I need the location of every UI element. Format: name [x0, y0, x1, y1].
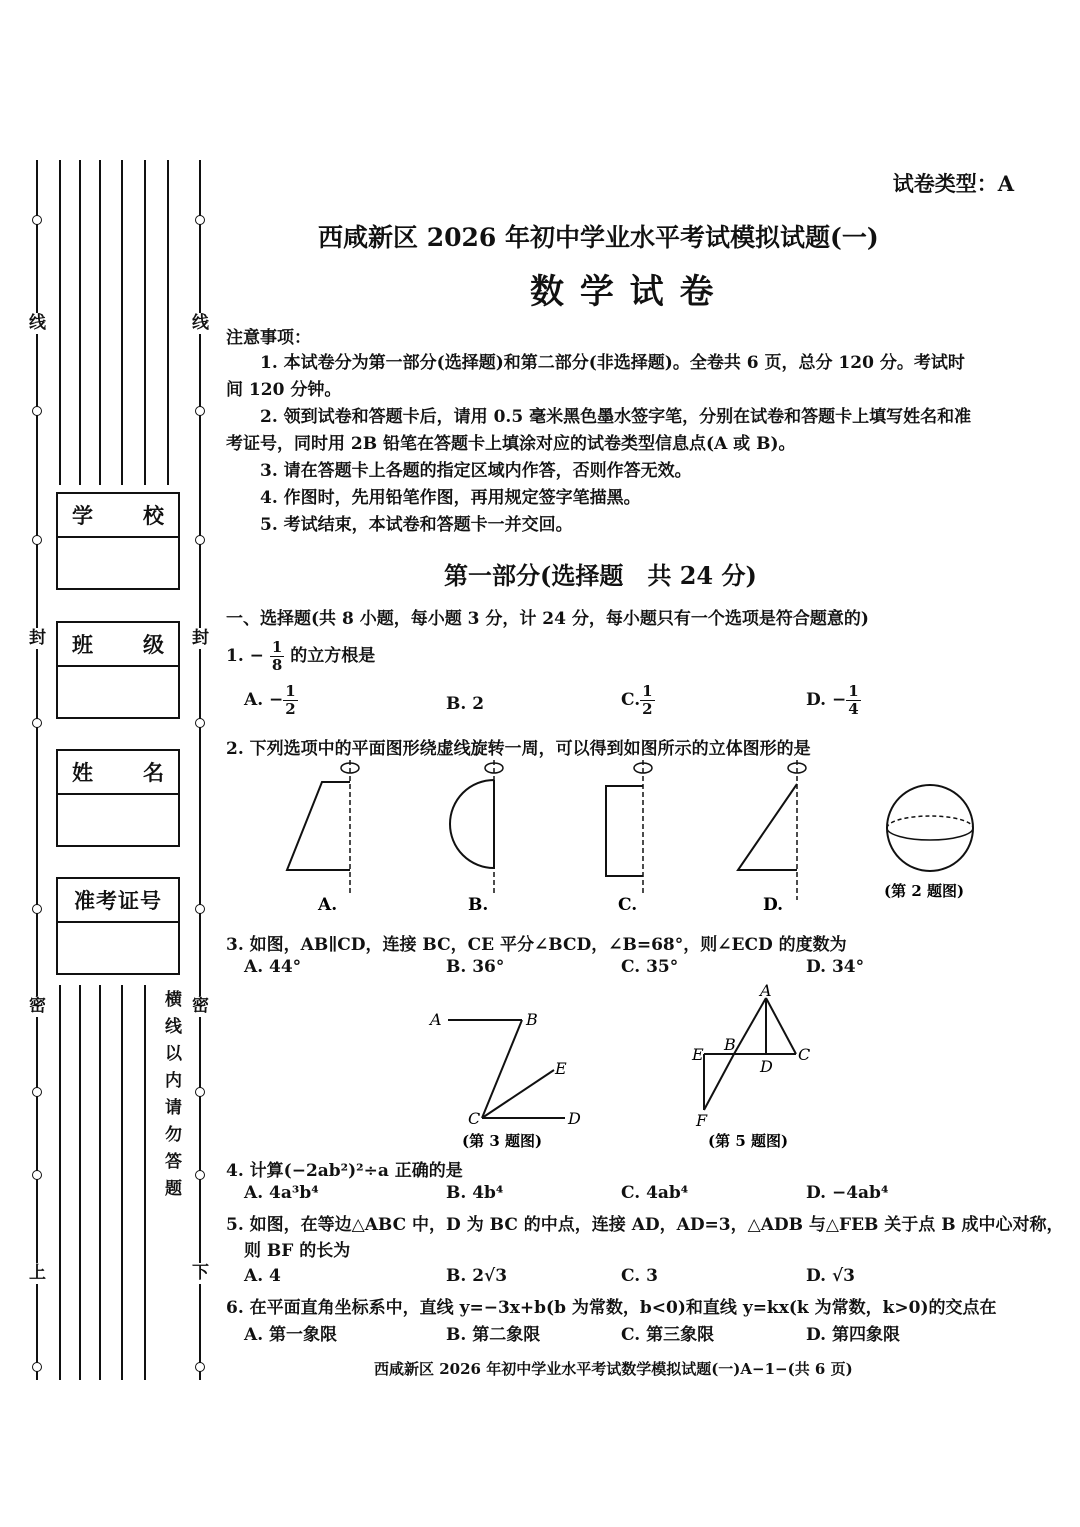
- q5-point-b: B: [724, 1035, 736, 1054]
- q2-label-d: D.: [763, 895, 784, 915]
- q4-option-a[interactable]: A. 4a³b⁴: [244, 1183, 319, 1203]
- binding-char-right: 下: [192, 1263, 209, 1283]
- binding-ring: [195, 1087, 205, 1097]
- binding-char-right: 密: [192, 996, 209, 1016]
- exam-id-field: 准考证号: [56, 877, 180, 975]
- notice-item: 间 120 分钟。: [226, 380, 342, 400]
- binding-ring: [32, 1087, 42, 1097]
- notice-item: 3. 请在答题卡上各题的指定区域内作答，否则作答无效。: [260, 461, 692, 481]
- q6-option-d[interactable]: D. 第四象限: [806, 1325, 900, 1345]
- q2-figure-b: [450, 760, 503, 915]
- binding-ring: [195, 535, 205, 545]
- q3-option-d[interactable]: D. 34°: [806, 957, 865, 977]
- q2-label-b: B.: [468, 895, 489, 915]
- q3-caption: (第 3 题图): [462, 1132, 543, 1150]
- binding-char-left: 上: [29, 1263, 46, 1283]
- q5-point-f: F: [696, 1111, 708, 1130]
- question-2: 2. 下列选项中的平面图形绕虚线旋转一周，可以得到如图所示的立体图形的是: [226, 739, 811, 759]
- binding-ring: [195, 718, 205, 728]
- q4-option-c[interactable]: C. 4ab⁴: [621, 1183, 689, 1203]
- binding-char-left: 密: [29, 996, 46, 1016]
- question-1: 1. − $\frac{1}{8}$ 的立方根是: [226, 638, 376, 674]
- q2-figure-c: [606, 760, 652, 915]
- q3-point-c: C: [468, 1109, 481, 1128]
- binding-vertical-notice: 横线以内请勿答题: [162, 990, 186, 1206]
- binding-ring: [195, 1170, 205, 1180]
- q5-option-a[interactable]: A. 4: [244, 1266, 281, 1286]
- q4-option-d[interactable]: D. −4ab⁴: [806, 1183, 889, 1203]
- q2-label-c: C.: [618, 895, 638, 915]
- section-heading: 一、选择题(共 8 小题，每小题 3 分，计 24 分，每小题只有一个选项是符合题意的): [226, 609, 869, 629]
- question-4: 4. 计算(−2ab²)²÷a 正确的是: [226, 1161, 463, 1181]
- q5-figure: [686, 980, 826, 1152]
- question-5-cont: 则 BF 的长为: [244, 1241, 351, 1261]
- question-5: 5. 如图，在等边△ABC 中，D 为 BC 的中点，连接 AD，AD=3，△ADB 与△FEB 关于点 B 成中心对称，: [226, 1215, 1064, 1235]
- q3-option-b[interactable]: B. 36°: [446, 957, 505, 977]
- binding-ring: [32, 1170, 42, 1180]
- q3-figure: [420, 1000, 620, 1152]
- notice-item: 1. 本试卷分为第一部分(选择题)和第二部分(非选择题)。全卷共 6 页，总分 120 分。考试时: [260, 353, 965, 373]
- exam-id-input[interactable]: [58, 923, 178, 973]
- q3-option-a[interactable]: A. 44°: [244, 957, 302, 977]
- binding-ring: [195, 1362, 205, 1372]
- name-input[interactable]: [58, 795, 178, 845]
- q5-option-b[interactable]: B. 2√3: [446, 1266, 508, 1286]
- q6-option-a[interactable]: A. 第一象限: [244, 1325, 338, 1345]
- q3-point-b: B: [526, 1010, 538, 1029]
- binding-ring: [32, 904, 42, 914]
- q1-option-a[interactable]: A. − $\frac{1}{2}$: [244, 682, 296, 718]
- page-footer: 西咸新区 2026 年初中学业水平考试数学模拟试题(一)A−1−(共 6 页): [374, 1360, 853, 1378]
- q2-figure-d: [738, 760, 806, 915]
- class-field: 班 级: [56, 621, 180, 719]
- binding-ring: [195, 904, 205, 914]
- school-input[interactable]: [58, 538, 178, 588]
- notice-heading: 注意事项：: [226, 328, 311, 348]
- q5-point-d: D: [760, 1057, 773, 1076]
- question-6: 6. 在平面直角坐标系中，直线 y=−3x+b(b 为常数，b<0)和直线 y=kx(k 为常数，k>0)的交点在: [226, 1298, 997, 1318]
- binding-ring: [32, 406, 42, 416]
- fraction: $\frac{1}{8}$: [271, 638, 283, 674]
- q3-option-c[interactable]: C. 35°: [621, 957, 679, 977]
- q1-option-c[interactable]: C. $\frac{1}{2}$: [621, 682, 653, 718]
- class-input[interactable]: [58, 667, 178, 717]
- binding-ring: [195, 215, 205, 225]
- binding-char-left: 线: [29, 313, 46, 333]
- binding-char-right: 线: [192, 313, 209, 333]
- paper-type: 试卷类型：A: [892, 171, 1014, 196]
- binding-char-right: 封: [192, 628, 209, 648]
- q1-option-b[interactable]: B. 2: [446, 694, 485, 714]
- notice-list: [226, 350, 1026, 539]
- binding-ring: [195, 406, 205, 416]
- q5-point-c: C: [798, 1045, 811, 1064]
- q2-caption: (第 2 题图): [884, 882, 965, 900]
- notice-item: 5. 考试结束，本试卷和答题卡一并交回。: [260, 515, 573, 535]
- q1-option-d[interactable]: D. − $\frac{1}{4}$: [806, 682, 859, 718]
- binding-ring: [32, 1362, 42, 1372]
- q3-point-a: A: [430, 1010, 442, 1029]
- q6-option-c[interactable]: C. 第三象限: [621, 1325, 715, 1345]
- q3-point-e: E: [555, 1059, 567, 1078]
- name-field: 姓 名: [56, 749, 180, 847]
- q6-option-b[interactable]: B. 第二象限: [446, 1325, 541, 1345]
- school-field: 学 校: [56, 492, 180, 590]
- question-3: 3. 如图，AB∥CD，连接 BC，CE 平分∠BCD，∠B=68°，则∠ECD 的度数为: [226, 935, 847, 955]
- q3-point-d: D: [568, 1109, 581, 1128]
- exam-title: 西咸新区 2026 年初中学业水平考试模拟试题(一): [318, 223, 879, 252]
- binding-ring: [32, 718, 42, 728]
- q2-figure-a: [287, 760, 359, 915]
- part1-heading: 第一部分(选择题 共 24 分): [444, 561, 757, 590]
- q5-point-e: E: [692, 1045, 704, 1064]
- q4-option-b[interactable]: B. 4b⁴: [446, 1183, 504, 1203]
- q5-option-c[interactable]: C. 3: [621, 1266, 658, 1286]
- binding-char-left: 封: [29, 628, 46, 648]
- binding-ring: [32, 215, 42, 225]
- notice-item: 考证号，同时用 2B 铅笔在答题卡上填涂对应的试卷类型信息点(A 或 B)。: [226, 434, 796, 454]
- q5-option-d[interactable]: D. √3: [806, 1266, 855, 1286]
- q2-figures: [270, 758, 1010, 918]
- notice-item: 4. 作图时，先用铅笔作图，再用规定签字笔描黑。: [260, 488, 641, 508]
- binding-ring: [32, 535, 42, 545]
- q5-caption: (第 5 题图): [708, 1132, 789, 1150]
- notice-item: 2. 领到试卷和答题卡后，请用 0.5 毫米黑色墨水签字笔，分别在试卷和答题卡上填写姓名和准: [260, 407, 972, 427]
- q5-point-a: A: [760, 981, 772, 1000]
- q2-label-a: A.: [318, 895, 338, 915]
- q2-sphere: [884, 785, 973, 900]
- subject-title: 数 学 试 卷: [530, 272, 716, 312]
